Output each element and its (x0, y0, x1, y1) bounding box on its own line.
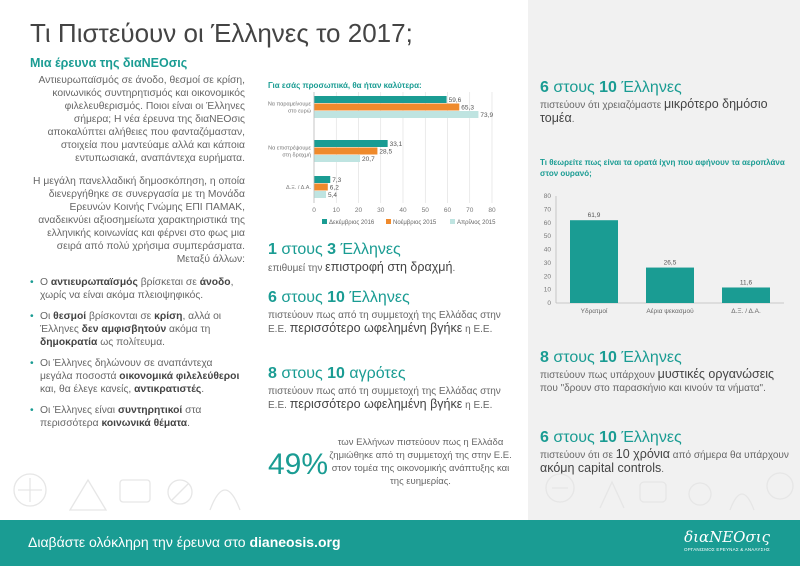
stat-capital-controls: 6 στους 10 Έλληνες πιστεύουν ότι σε 10 χρόνια από σήμερα θα υπάρχουν ακόμη capital controls. (540, 429, 789, 475)
data-label: 7,3 (332, 177, 342, 184)
data-label: 20,7 (362, 156, 375, 163)
footer-cta: Διαβάστε ολόκληρη την έρευνα στο dianeosis.org (28, 534, 341, 550)
category-label: Να επιστρέψουμε (268, 145, 311, 152)
data-label: 28,5 (379, 148, 393, 156)
footer-bar (0, 520, 800, 566)
right-panel (528, 0, 800, 520)
stat-49-value: 49% (268, 448, 329, 481)
bar (314, 184, 328, 191)
bar (314, 191, 326, 198)
y-tick-label: 20 (543, 273, 551, 281)
x-tick-label: 60 (443, 207, 452, 214)
x-tick-label: 80 (488, 207, 496, 214)
intro-column (30, 74, 245, 438)
category-label: Υδρατμοί (580, 308, 608, 315)
data-label: 5,4 (328, 192, 338, 199)
legend-swatch (322, 219, 327, 224)
x-tick-label: 70 (466, 207, 474, 214)
bar (314, 111, 478, 118)
data-label: 61,9 (587, 212, 601, 220)
data-label: 33,1 (389, 141, 403, 148)
category-label: Δ.Ξ. / Δ.Α. (286, 185, 311, 191)
category-label: Δ.Ξ. / Δ.Α. (731, 308, 761, 315)
y-tick-label: 0 (547, 300, 551, 307)
bar (314, 104, 459, 111)
data-label: 6,2 (329, 184, 339, 192)
legend-swatch (386, 219, 391, 224)
intro-paragraph-1: Αντιευρωπαϊσμός σε άνοδο, θεσμοί σε κρίση, κοινωνικός συντηρητισμός και οικονομικός φιλελευθερισμός. Ποιοι είναι οι Έλληνες σήμερα; Η νέα έρευνα της διαΝΕΟσις αποκαλύπτει αλήθειες που φανταζόμασταν, στοιχεία που μαντεύαμε αλλά και κάποια εντυπωσιακά, αναπάντεχα ευρήματα. (38, 75, 245, 164)
finding-item: • Οι θεσμοί βρίσκονται σε κρίση, αλλά οι Έλληνες δεν αμφισβητούν ακόμα τη δημοκρατία ως πολίτευμα. (30, 311, 222, 348)
finding-item: • Οι Έλληνες δηλώνουν σε αναπάντεχα μεγάλα ποσοστά οικονομικά φιλελεύθεροι και, θα έλεγε κανείς, αντικρατιστές. (30, 358, 240, 395)
category-label: Να παραμείνουμε (267, 101, 311, 108)
y-tick-label: 50 (543, 233, 551, 241)
finding-item: • Ο αντιευρωπαϊσμός βρίσκεται σε άνοδο, χωρίς να είναι ακόμα πλειοψηφικός. (30, 277, 234, 301)
dianeosis-logo: διαΝΕΟσις ΟΡΓΑΝΙΣΜΟΣ ΕΡΕΥΝΑΣ & ΑΝΑΛΥΣΗΣ (684, 528, 770, 552)
y-tick-label: 60 (543, 219, 551, 227)
bar (646, 268, 694, 303)
bar (722, 287, 770, 303)
bullet-dot-icon: • (30, 311, 34, 322)
legend-label: Δεκέμβριος 2016 (329, 220, 375, 226)
bullet-dot-icon: • (30, 277, 34, 288)
y-tick-label: 10 (543, 286, 551, 294)
finding-item: • Οι Έλληνες είναι συντηρητικοί στα περισσότερα κοινωνικά θέματα. (30, 405, 202, 429)
bar (314, 96, 447, 103)
data-label: 26,5 (663, 259, 677, 267)
y-tick-label: 70 (543, 206, 551, 214)
data-label: 73,9 (480, 112, 494, 119)
category-label: στο ευρώ (288, 108, 311, 115)
legend-swatch (450, 219, 455, 224)
stat-eu-benefit-greeks: 6 στους 10 Έλληνες πιστεύουν πως από τη συμμετοχή της Ελλάδας στην Ε.Ε. περισσότερο ωφελημένη βγήκε η Ε.Ε. (268, 289, 501, 335)
y-tick-label: 40 (543, 246, 551, 254)
page-title: Τι Πιστεύουν οι Έλληνες το 2017; (30, 18, 413, 48)
x-tick-label: 40 (399, 207, 407, 214)
x-tick-label: 30 (377, 207, 385, 214)
data-label: 59,6 (448, 97, 462, 104)
euro-chart-title: Για εσάς προσωπικά, θα ήταν καλύτερα: (268, 81, 422, 90)
bar (570, 220, 618, 303)
data-label: 65,3 (461, 104, 474, 112)
category-label: στη δραχμή (282, 152, 311, 159)
x-tick-label: 0 (312, 207, 316, 214)
x-tick-label: 10 (332, 207, 340, 214)
category-label: Αέρια ψεκασμού (646, 308, 694, 315)
bullet-dot-icon: • (30, 405, 34, 416)
y-tick-label: 80 (543, 193, 551, 200)
page-subtitle: Μια έρευνα της διαΝΕΟσις (30, 56, 188, 70)
stat-49-text: των Ελλήνων πιστεύουν πως η Ελλάδα ζημιώθηκε από τη συμμετοχή της στην Ε.Ε. στον τομέα της οικονομικής ανάπτυξης και της ευημερίας. (329, 437, 512, 487)
stat-drachma: 1 στους 3 Έλληνες επιθυμεί την επιστροφή στη δραχμή. (268, 241, 456, 274)
bar (314, 176, 330, 183)
footer-link[interactable]: dianeosis.org (249, 534, 341, 550)
contrails-chart-title: Τι θεωρείτε πως είναι τα ορατά ίχνη που αφήνουν τα αεροπλάνα στον ουρανό; (540, 158, 785, 178)
legend-label: Απρίλιος 2015 (457, 220, 496, 226)
stat-eu-benefit-farmers: 8 στους 10 αγρότες πιστεύουν πως από τη συμμετοχή της Ελλάδας στην Ε.Ε. περισσότερο ωφελημένη βγήκε η Ε.Ε. (268, 365, 501, 411)
bullet-dot-icon: • (30, 358, 34, 369)
bar (314, 155, 360, 162)
stat-public-sector: 6 στους 10 Έλληνες πιστεύουν ότι χρειαζόμαστε μικρότερο δημόσιο τομέα. (540, 79, 768, 125)
intro-paragraph-2: Η μεγάλη πανελλαδική δημοσκόπηση, η οποία διενεργήθηκε σε συνεργασία με τη Μονάδα Ερευνών Κοινής Γνώμης ΕΠΙ ΠΑΜΑΚ, αναδεικνύει αξιοσημείωτα χαρακτηριστικά της ελληνικής κοινωνίας και φέρνει στο φως μια σειρά από πολύ χρήσιμα συμπεράσματα. Μεταξύ άλλων: (33, 176, 245, 265)
x-tick-label: 20 (354, 207, 363, 214)
legend-label: Νοέμβριος 2015 (393, 220, 437, 226)
bar (314, 140, 388, 147)
x-tick-label: 50 (421, 207, 429, 214)
stat-secret-organizations: 8 στους 10 Έλληνες πιστεύουν πως υπάρχουν μυστικές οργανώσεις που "δρουν στο παρασκήνιο και κινούν τα νήματα". (540, 349, 775, 394)
findings-list (30, 276, 245, 430)
bar (314, 148, 377, 155)
y-tick-label: 30 (543, 259, 551, 267)
contrails-chart (534, 188, 794, 320)
data-label: 11,6 (739, 279, 753, 287)
euro-drachma-chart (262, 90, 512, 230)
